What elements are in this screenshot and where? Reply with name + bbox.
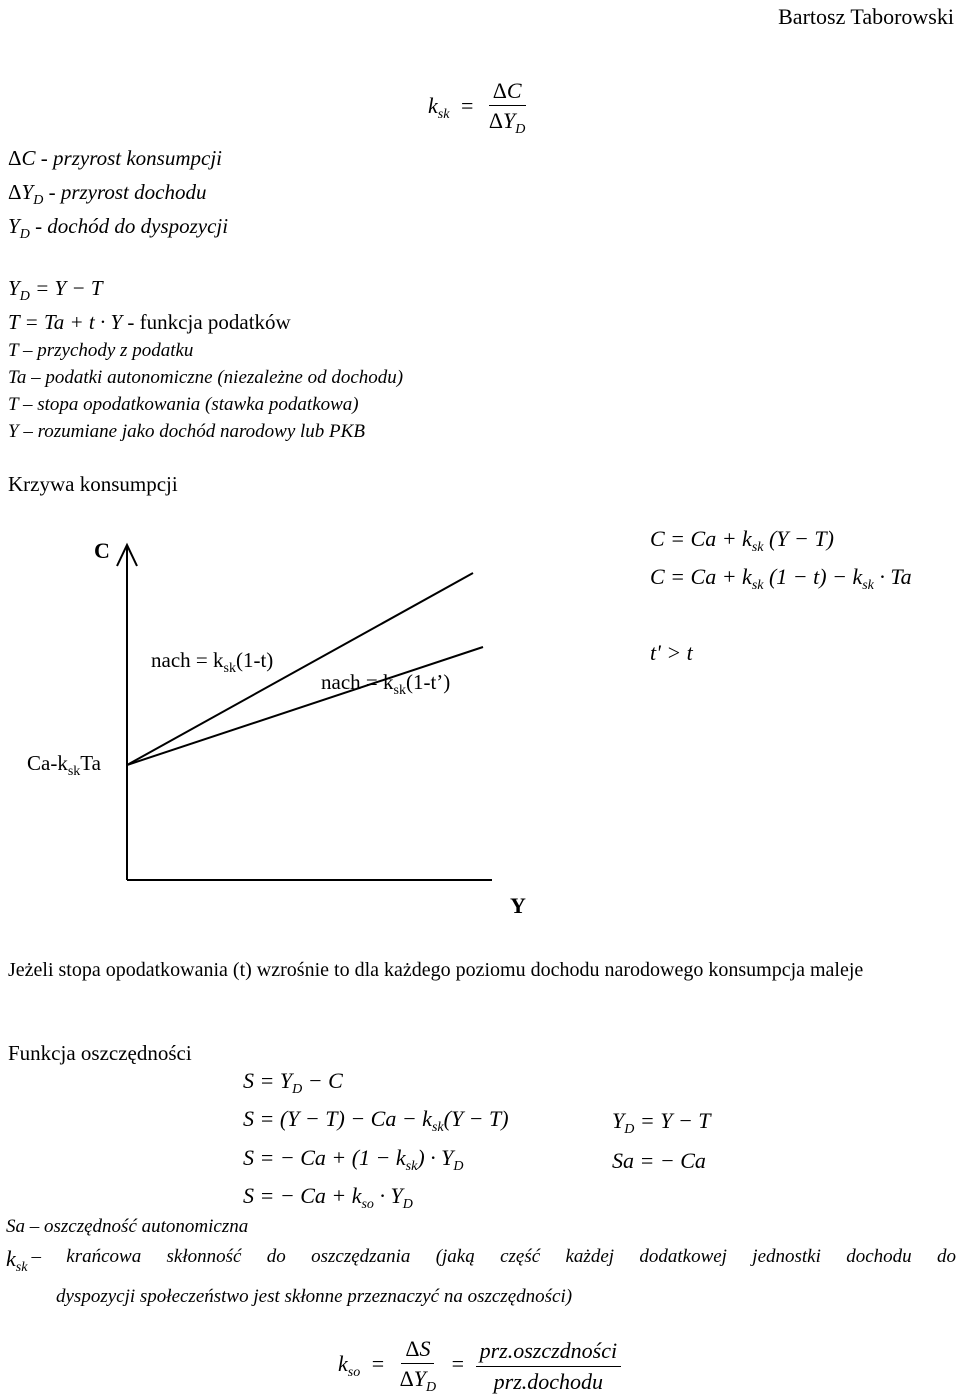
savings-equation-2: $S = (Y - T) - Ca - k_{sk}(Y - T)$: [243, 1106, 509, 1135]
savings-side-equation-2: Sa = − Ca: [612, 1148, 706, 1173]
definition-delta-yd: $\Delta Y_D$ - przyrost dochodu: [8, 180, 207, 208]
disposable-income-equation: $Y_D = Y - T$: [8, 276, 103, 304]
intercept-label: $Ca-k_{sk}Ta$: [27, 751, 101, 779]
consumption-curve-heading: Krzywa konsumpcji: [8, 472, 178, 496]
savings-heading: Funkcja oszczędności: [8, 1041, 192, 1065]
consumption-equation-2: $C = Ca + k_{sk}$ $(1 - t) - k_{sk} \cdot Ta$: [650, 564, 912, 593]
autonomous-savings-note: Sa – oszczędność autonomiczna: [6, 1216, 249, 1237]
savings-side-equation-1: $Y_D = Y - T$: [612, 1108, 711, 1137]
tax-note: Y – rozumiane jako dochód narodowy lub PKB: [8, 421, 365, 442]
tax-note: T – stopa opodatkowania (stawka podatkowa): [8, 394, 359, 415]
y-axis-label: C: [94, 538, 110, 563]
savings-equation-3: S = − $Ca + (1 - k_{sk}) \cdot Y_D$: [243, 1145, 464, 1174]
marginal-propensity-note: $k_{sk}$ – krańcowa skłonność do oszczędzania (jaką część każdej dodatkowej jednostki dochodu do dyspozycji społeczeństwo jest skłonne przeznaczyć na oszczędności): [6, 1246, 956, 1308]
savings-equation-1: $S = Y_D - C$: [243, 1068, 343, 1097]
x-axis-label: Y: [510, 893, 526, 918]
mps-formula: $k_{so}$ = $\frac{\Delta S}{\Delta Y_D}$ = $\frac{\text{prz.oszczdności}}{\text{prz.dochodu}}$: [338, 1336, 621, 1396]
tax-function-equation: T = Ta + t · Y - funkcja podatków: [8, 310, 291, 334]
tax-note: Ta – podatki autonomiczne (niezależne od dochodu): [8, 367, 404, 388]
definition-yd: $Y_D$ - dochód do dyspozycji: [8, 214, 229, 242]
tax-note: T – przychody z podatku: [8, 340, 194, 361]
author-header: Bartosz Taborowski: [778, 4, 954, 29]
mpc-formula: $k_{sk}$ = $\frac{\Delta C}{\Delta Y_D}$: [428, 78, 526, 138]
tax-rate-condition: t' > t: [650, 640, 693, 665]
definition-delta-c: ΔC - przyrost konsumpcji: [8, 146, 222, 170]
consumption-equation-1: $C = Ca + k_{sk}$ (Y − T): [650, 526, 834, 555]
slope-label-t-prime: nach = $k_{sk}(1-t’)$: [321, 670, 451, 698]
savings-equation-4: S = − $Ca + k_{so} \cdot Y_D$: [243, 1183, 413, 1212]
conclusion-text: Jeżeli stopa opodatkowania (t) wzrośnie to dla każdego poziomu dochodu narodowego konsumpcja maleje: [8, 959, 864, 981]
slope-label-t: nach = $k_{sk}(1-t)$: [151, 648, 274, 676]
